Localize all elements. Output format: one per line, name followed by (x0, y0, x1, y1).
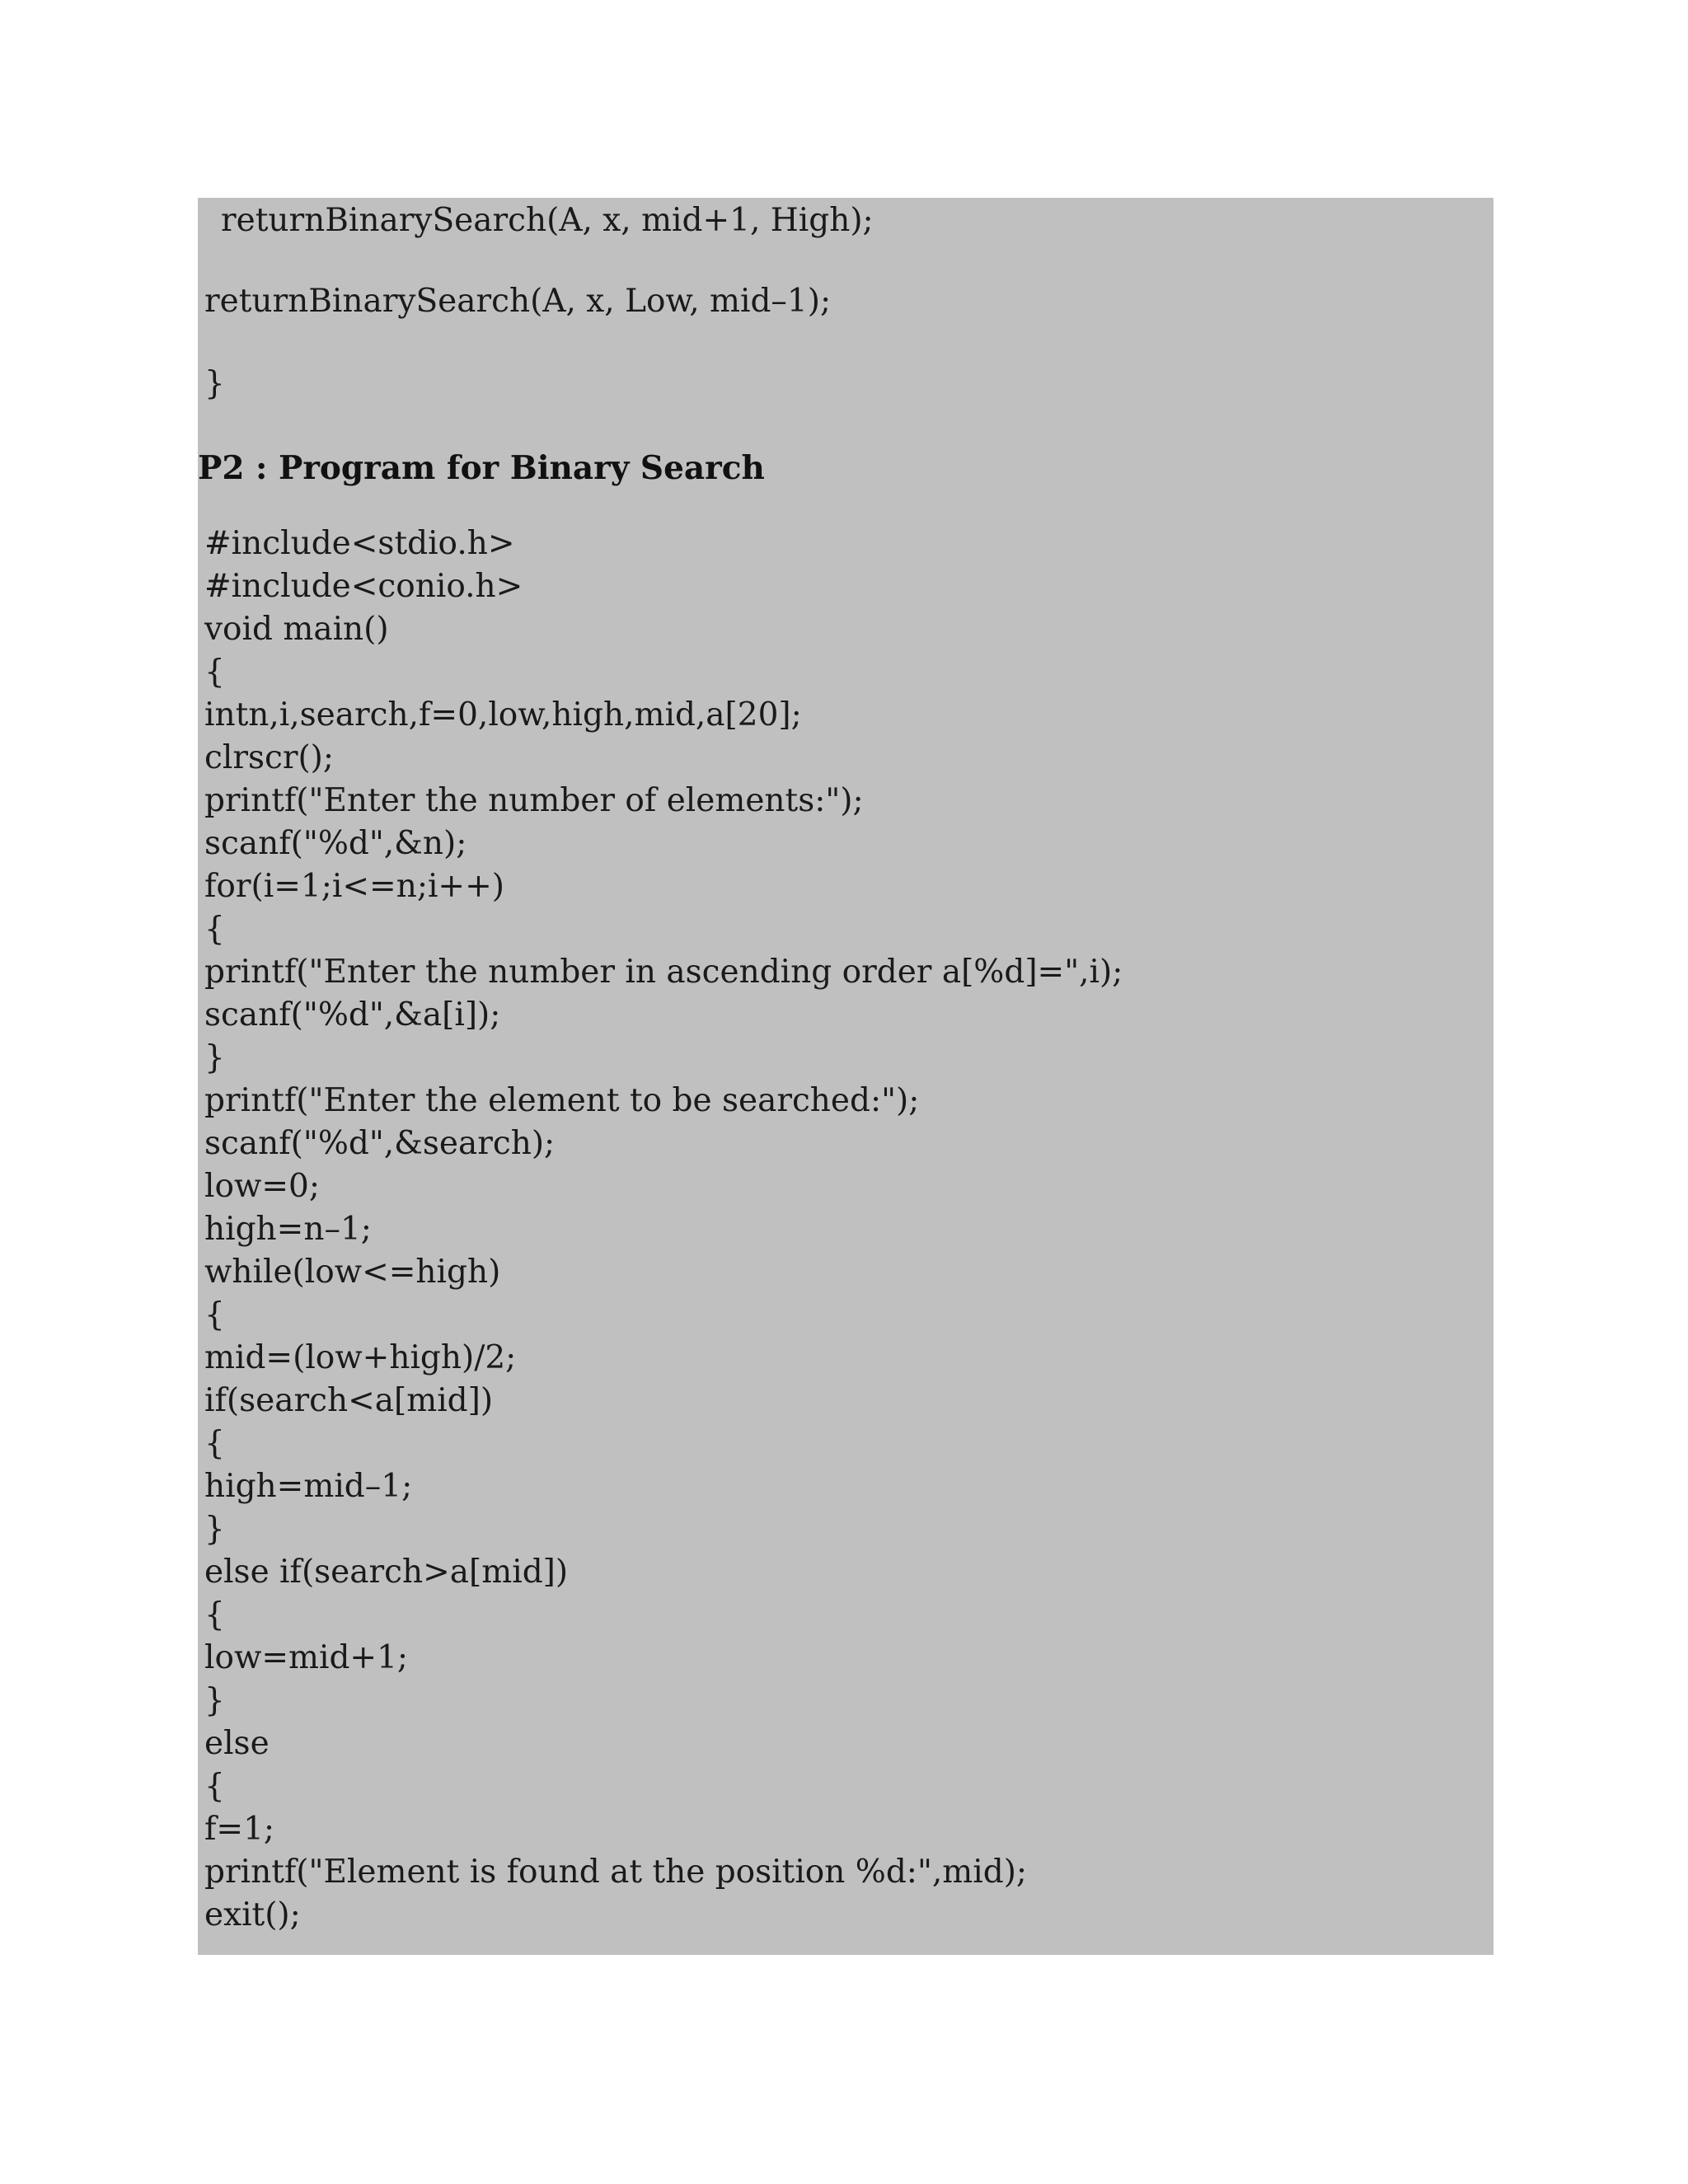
code-line: } (204, 1682, 225, 1719)
code-line: scanf("%d",&a[i]); (204, 996, 501, 1033)
code-line: { (204, 654, 225, 691)
section-heading: P2 : Program for Binary Search (198, 449, 765, 487)
code-line: { (204, 1596, 225, 1633)
code-line: while(low<=high) (204, 1254, 501, 1291)
code-line: printf("Enter the number in ascending order a[%d]=",i); (204, 954, 1123, 991)
code-line-return-low: returnBinarySearch(A, x, Low, mid–1); (204, 283, 832, 320)
code-line: f=1; (204, 1811, 275, 1848)
code-line: { (204, 911, 225, 948)
code-line: low=0; (204, 1168, 320, 1205)
code-line-close-brace: } (204, 365, 225, 402)
code-line: low=mid+1; (204, 1639, 409, 1676)
code-line: clrscr(); (204, 739, 335, 776)
code-line: for(i=1;i<=n;i++) (204, 868, 505, 905)
code-line: high=n–1; (204, 1211, 372, 1248)
code-line-return-high: returnBinarySearch(A, x, mid+1, High); (221, 202, 874, 239)
code-line: void main() (204, 611, 389, 648)
code-line: else if(search>a[mid]) (204, 1554, 569, 1591)
code-line: { (204, 1768, 225, 1805)
code-line: } (204, 1039, 225, 1076)
code-line: scanf("%d",&n); (204, 825, 467, 862)
code-line: printf("Enter the element to be searched:"); (204, 1082, 920, 1119)
code-line: scanf("%d",&search); (204, 1125, 556, 1162)
code-line: else (204, 1725, 270, 1762)
code-line: #include<conio.h> (204, 568, 523, 605)
code-line: printf("Element is found at the position %d:",mid); (204, 1854, 1028, 1891)
code-line: high=mid–1; (204, 1468, 413, 1505)
code-line: { (204, 1425, 225, 1462)
code-line: printf("Enter the number of elements:"); (204, 782, 864, 819)
code-line: { (204, 1296, 225, 1333)
code-line: intn,i,search,f=0,low,high,mid,a[20]; (204, 696, 802, 733)
code-line: exit(); (204, 1896, 301, 1933)
code-line: #include<stdio.h> (204, 525, 515, 562)
code-line: if(search<a[mid]) (204, 1382, 494, 1419)
code-line: mid=(low+high)/2; (204, 1339, 517, 1376)
code-line: } (204, 1511, 225, 1548)
